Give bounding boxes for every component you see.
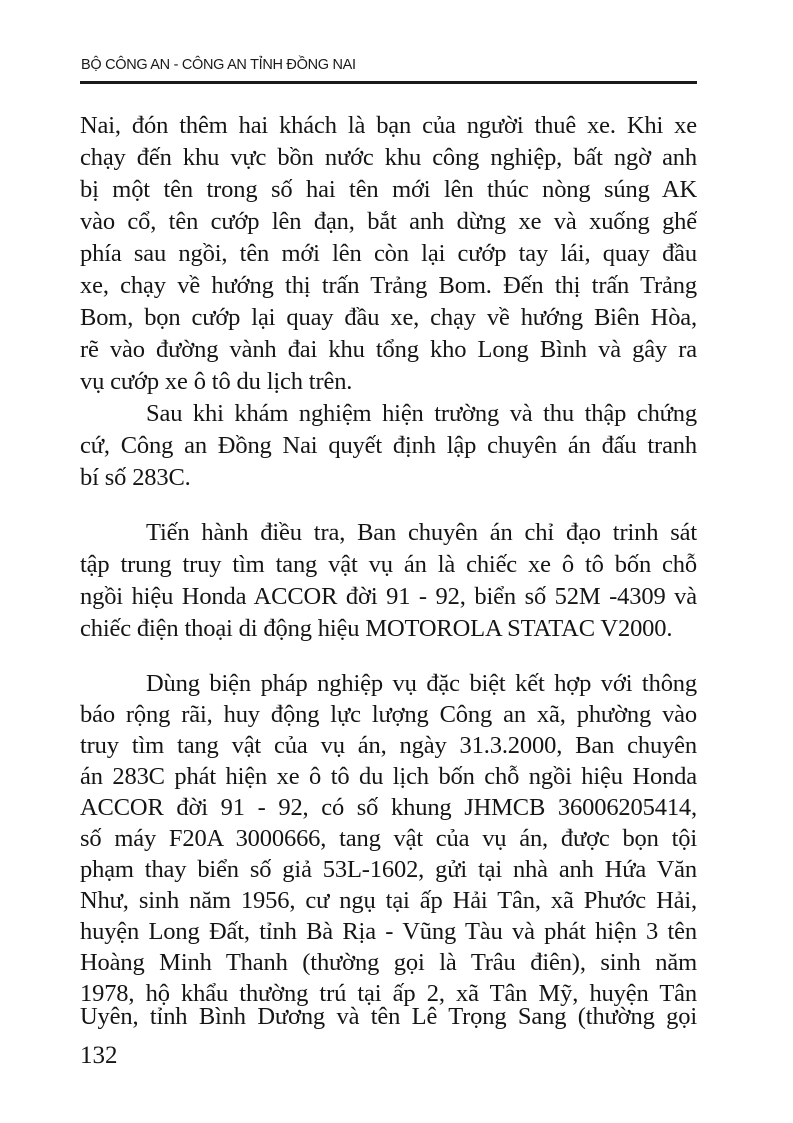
- text-line: án 283C phát hiện xe ô tô du lịch bốn chỗ ngồi hiệu Honda: [80, 763, 697, 790]
- text-line: rẽ vào đường vành đai khu tổng kho Long Bình và gây ra: [80, 336, 697, 363]
- text-line: phạm thay biển số giả 53L-1602, gửi tại nhà anh Hứa Văn: [80, 856, 697, 883]
- running-header: BỘ CÔNG AN - CÔNG AN TỈNH ĐỒNG NAI: [81, 57, 356, 73]
- text-line: Hoàng Minh Thanh (thường gọi là Trâu điên), sinh năm: [80, 949, 697, 976]
- text-line: ngồi hiệu Honda ACCOR đời 91 - 92, biển số 52M -4309 và: [80, 583, 697, 610]
- text-line: Sau khi khám nghiệm hiện trường và thu thập chứng: [146, 400, 697, 427]
- text-line: Uyên, tỉnh Bình Dương và tên Lê Trọng Sang (thường gọi: [80, 1003, 697, 1030]
- text-line: chạy đến khu vực bồn nước khu công nghiệp, bất ngờ anh: [80, 144, 697, 171]
- text-line: 1978, hộ khẩu thường trú tại ấp 2, xã Tân Mỹ, huyện Tân: [80, 980, 697, 1007]
- text-line: vụ cướp xe ô tô du lịch trên.: [80, 368, 353, 395]
- text-line: phía sau ngồi, tên mới lên còn lại cướp tay lái, quay đầu: [80, 240, 697, 267]
- text-line: tập trung truy tìm tang vật vụ án là chiếc xe ô tô bốn chỗ: [80, 551, 697, 578]
- text-line: báo rộng rãi, huy động lực lượng Công an xã, phường vào: [80, 701, 697, 728]
- text-line: Như, sinh năm 1956, cư ngụ tại ấp Hải Tân, xã Phước Hải,: [80, 887, 697, 914]
- text-line: Tiến hành điều tra, Ban chuyên án chỉ đạo trinh sát: [146, 519, 697, 546]
- text-line: Dùng biện pháp nghiệp vụ đặc biệt kết hợp với thông: [146, 670, 697, 697]
- text-line: bị một tên trong số hai tên mới lên thúc nòng súng AK: [80, 176, 697, 203]
- text-line: ACCOR đời 91 - 92, có số khung JHMCB 36006205414,: [80, 794, 697, 821]
- text-line: Nai, đón thêm hai khách là bạn của người thuê xe. Khi xe: [80, 112, 697, 139]
- text-line: truy tìm tang vật của vụ án, ngày 31.3.2000, Ban chuyên: [80, 732, 697, 759]
- text-line: chiếc điện thoại di động hiệu MOTOROLA STATAC V2000.: [80, 615, 673, 642]
- page-number: 132: [80, 1042, 118, 1069]
- text-line: vào cổ, tên cướp lên đạn, bắt anh dừng xe và xuống ghế: [80, 208, 697, 235]
- text-line: xe, chạy về hướng thị trấn Trảng Bom. Đến thị trấn Trảng: [80, 272, 697, 299]
- text-line: Bom, bọn cướp lại quay đầu xe, chạy về hướng Biên Hòa,: [80, 304, 697, 331]
- text-line: bí số 283C.: [80, 464, 191, 491]
- text-line: cứ, Công an Đồng Nai quyết định lập chuyên án đấu tranh: [80, 432, 697, 459]
- text-line: huyện Long Đất, tỉnh Bà Rịa - Vũng Tàu và phát hiện 3 tên: [80, 918, 697, 945]
- text-line: số máy F20A 3000666, tang vật của vụ án, được bọn tội: [80, 825, 697, 852]
